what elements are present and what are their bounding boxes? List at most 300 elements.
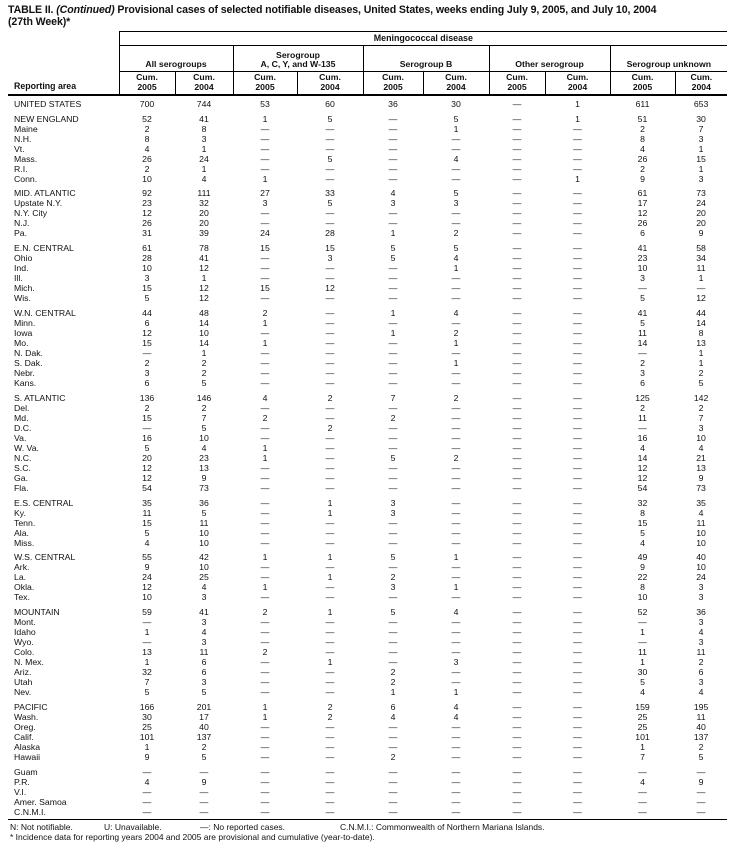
value-cell: — xyxy=(451,741,461,752)
value-cell: — xyxy=(512,582,522,593)
group-serogroup-b: Serogroup B xyxy=(363,45,489,71)
value-cell: 1 xyxy=(640,627,645,638)
group-all-serogroups: All serogroups xyxy=(119,45,233,71)
value-cell: 16 xyxy=(637,432,648,443)
value-cell: 6 xyxy=(640,228,645,239)
value-cell: 20 xyxy=(199,218,209,229)
value-cell: — xyxy=(573,348,582,358)
value-cell: — xyxy=(260,806,270,817)
value-cell: 8 xyxy=(640,582,645,593)
table-row xyxy=(8,667,727,677)
value-cell: — xyxy=(638,766,647,777)
col-header-cum: Cum. 2004 xyxy=(297,71,363,95)
value-cell: — xyxy=(512,537,522,548)
value-cell: — xyxy=(696,283,706,294)
value-cell: 12 xyxy=(696,293,706,304)
value-cell: 35 xyxy=(142,497,152,508)
value-cell: — xyxy=(512,143,522,154)
value-cell: — xyxy=(573,482,582,493)
value-cell: 3 xyxy=(201,637,207,648)
table-row xyxy=(8,762,727,777)
footnote-cnmi: C.N.M.I.: Commonwealth of Northern Mariana Islands. xyxy=(340,821,545,832)
reporting-area-cell: Ind. xyxy=(14,263,29,274)
value-cell: 34 xyxy=(696,253,706,264)
value-cell: 11 xyxy=(199,517,209,528)
value-cell: — xyxy=(388,562,398,573)
value-cell: 4 xyxy=(390,188,396,199)
value-cell: 14 xyxy=(199,318,209,328)
value-cell: — xyxy=(512,731,522,742)
value-cell: 2 xyxy=(698,657,704,668)
value-cell: 8 xyxy=(640,133,645,144)
value-cell: — xyxy=(260,263,270,274)
value-cell: — xyxy=(573,572,582,583)
value-cell: — xyxy=(325,592,335,603)
value-cell: — xyxy=(388,657,398,668)
value-cell: 12 xyxy=(199,283,209,294)
value-cell: 4 xyxy=(698,687,704,698)
value-cell: 111 xyxy=(197,188,211,199)
value-cell: — xyxy=(573,582,582,593)
value-cell: — xyxy=(325,432,335,443)
value-cell: 3 xyxy=(698,592,704,603)
table-continued-label: (Continued) xyxy=(56,4,115,16)
value-cell: — xyxy=(512,198,522,209)
value-cell: 3 xyxy=(201,677,207,688)
value-cell: — xyxy=(512,517,522,528)
reporting-area-cell: Iowa xyxy=(14,328,33,338)
value-cell: 5 xyxy=(390,452,396,463)
value-cell: — xyxy=(573,562,582,573)
value-cell: — xyxy=(325,442,335,453)
value-cell: 7 xyxy=(640,751,645,762)
value-cell: 3 xyxy=(390,198,396,209)
value-cell: 2 xyxy=(390,412,396,423)
col-header-cum: Cum. 2004 xyxy=(423,71,489,95)
reporting-area-cell: Ill. xyxy=(14,273,23,284)
value-cell: — xyxy=(573,507,582,518)
value-cell: — xyxy=(573,766,582,777)
table-row xyxy=(8,144,727,154)
value-cell: 44 xyxy=(696,308,706,318)
value-cell: 10 xyxy=(199,537,209,548)
value-cell: — xyxy=(325,452,335,463)
value-cell: 1 xyxy=(390,228,396,239)
value-cell: 13 xyxy=(199,462,209,473)
value-cell: 1 xyxy=(698,143,704,154)
value-cell: — xyxy=(325,741,335,752)
value-cell: — xyxy=(388,338,398,348)
table-row xyxy=(8,293,727,303)
value-cell: 744 xyxy=(196,98,212,109)
value-cell: 6 xyxy=(144,318,150,328)
value-cell: — xyxy=(388,462,398,473)
col-header-cum: Cum. 2004 xyxy=(175,71,233,95)
value-cell: 26 xyxy=(637,218,648,229)
value-cell: — xyxy=(388,263,398,274)
reporting-area-cell: Colo. xyxy=(14,647,35,658)
table-row xyxy=(8,238,727,253)
value-cell: 9 xyxy=(640,173,645,184)
value-cell: 6 xyxy=(201,657,207,668)
value-cell: 13 xyxy=(696,462,706,473)
value-cell: — xyxy=(696,766,706,777)
value-cell: — xyxy=(260,572,270,583)
value-cell: 5 xyxy=(144,527,150,538)
value-cell: 2 xyxy=(201,741,207,752)
value-cell: 7 xyxy=(201,412,207,423)
footnote-unavailable: U: Unavailable. xyxy=(104,821,162,832)
value-cell: 5 xyxy=(640,527,645,538)
value-cell: — xyxy=(451,472,461,483)
value-cell: 9 xyxy=(698,776,704,787)
value-cell: 3 xyxy=(698,582,704,593)
table-row xyxy=(8,174,727,184)
value-cell: — xyxy=(451,537,461,548)
value-cell: — xyxy=(573,378,582,388)
value-cell: — xyxy=(573,527,582,538)
value-cell: — xyxy=(388,368,398,378)
value-cell: — xyxy=(260,402,270,413)
value-cell: 700 xyxy=(139,98,155,109)
value-cell: — xyxy=(451,617,461,628)
value-cell: 3 xyxy=(698,617,704,628)
value-cell: 2 xyxy=(262,308,268,318)
value-cell: 5 xyxy=(698,751,704,762)
reporting-area-cell: Calif. xyxy=(14,731,34,742)
value-cell: 4 xyxy=(144,537,150,548)
reporting-area-cell: Del. xyxy=(14,402,30,413)
value-cell: — xyxy=(512,472,522,483)
value-cell: 1 xyxy=(453,263,459,274)
value-cell: 2 xyxy=(201,368,207,378)
value-cell: 1 xyxy=(698,348,704,358)
value-cell: — xyxy=(260,527,270,538)
value-cell: 5 xyxy=(144,442,150,453)
value-cell: 2 xyxy=(262,647,268,658)
value-cell: 1 xyxy=(262,173,268,184)
value-cell: 10 xyxy=(696,537,706,548)
value-cell: 3 xyxy=(698,422,704,433)
value-cell: — xyxy=(388,143,398,154)
value-cell: — xyxy=(325,687,335,698)
value-cell: — xyxy=(573,133,582,144)
value-cell: — xyxy=(512,218,522,229)
value-cell: — xyxy=(451,208,461,219)
value-cell: 101 xyxy=(139,731,155,742)
value-cell: — xyxy=(512,273,522,284)
value-cell: — xyxy=(388,113,398,124)
value-cell: — xyxy=(573,163,582,174)
value-cell: — xyxy=(451,677,461,688)
value-cell: 125 xyxy=(635,392,650,403)
value-cell: — xyxy=(260,657,270,668)
value-cell: — xyxy=(512,358,522,368)
value-cell: — xyxy=(260,731,270,742)
value-cell: — xyxy=(638,348,647,358)
value-cell: — xyxy=(325,527,335,538)
value-cell: — xyxy=(512,98,522,109)
value-cell: — xyxy=(696,806,706,817)
value-cell: 1 xyxy=(453,687,459,698)
value-cell: 653 xyxy=(693,98,709,109)
value-cell: 5 xyxy=(327,153,333,164)
value-cell: — xyxy=(388,527,398,538)
value-cell: 8 xyxy=(144,133,150,144)
table-row xyxy=(8,627,727,637)
table-bottom-rule xyxy=(8,819,727,820)
reporting-area-cell: Wyo. xyxy=(14,637,34,648)
value-cell: 5 xyxy=(453,188,459,199)
value-cell: — xyxy=(573,123,582,134)
table-row xyxy=(8,712,727,722)
value-cell: 4 xyxy=(201,442,207,453)
value-cell: — xyxy=(388,318,398,328)
table-row xyxy=(8,338,727,348)
value-cell: 195 xyxy=(693,701,709,712)
value-cell: — xyxy=(638,637,647,648)
value-cell: 26 xyxy=(637,153,648,164)
value-cell: — xyxy=(573,731,582,742)
value-cell: 23 xyxy=(142,198,152,209)
value-cell: — xyxy=(260,667,270,678)
value-cell: — xyxy=(573,392,582,403)
value-cell: — xyxy=(451,422,461,433)
table-row xyxy=(8,518,727,528)
notifiable-disease-table xyxy=(8,31,727,817)
value-cell: — xyxy=(142,806,152,817)
value-cell: — xyxy=(512,607,522,618)
table-row xyxy=(8,722,727,732)
reporting-area-cell: Ark. xyxy=(14,562,30,573)
value-cell: — xyxy=(388,786,398,797)
value-cell: 1 xyxy=(453,358,459,368)
value-cell: 15 xyxy=(142,338,152,348)
value-cell: — xyxy=(451,368,461,378)
value-cell: 7 xyxy=(698,412,704,423)
value-cell: 1 xyxy=(201,348,207,358)
value-cell: — xyxy=(142,766,152,777)
value-cell: — xyxy=(325,368,335,378)
footnote-incidence-note: * Incidence data for reporting years 2004 and 2005 are provisional and cumulative (year-to-date). xyxy=(10,832,375,843)
value-cell: — xyxy=(260,208,270,219)
value-cell: 10 xyxy=(696,527,706,538)
value-cell: 1 xyxy=(201,163,207,174)
value-cell: 9 xyxy=(698,228,704,239)
table-row xyxy=(8,303,727,318)
value-cell: 10 xyxy=(142,592,152,603)
value-cell: 30 xyxy=(142,711,152,722)
value-cell: 73 xyxy=(696,482,706,493)
value-cell: 6 xyxy=(698,667,704,678)
value-cell: — xyxy=(451,527,461,538)
value-cell: — xyxy=(573,786,582,797)
value-cell: 23 xyxy=(637,253,648,264)
value-cell: 11 xyxy=(199,647,209,658)
value-cell: 9 xyxy=(698,472,704,483)
value-cell: 7 xyxy=(144,677,150,688)
value-cell: 1 xyxy=(327,657,333,668)
value-cell: — xyxy=(696,796,706,807)
value-cell: 3 xyxy=(144,273,150,284)
value-cell: — xyxy=(260,368,270,378)
value-cell: — xyxy=(573,497,582,508)
value-cell: 3 xyxy=(201,617,207,628)
value-cell: 25 xyxy=(637,721,648,732)
value-cell: — xyxy=(512,328,522,338)
table-row xyxy=(8,109,727,124)
value-cell: 36 xyxy=(388,98,398,109)
value-cell: — xyxy=(573,806,582,817)
table-row xyxy=(8,253,727,263)
value-cell: 1 xyxy=(640,741,645,752)
value-cell: — xyxy=(512,507,522,518)
value-cell: 12 xyxy=(142,472,152,483)
value-cell: — xyxy=(512,527,522,538)
value-cell: — xyxy=(512,338,522,348)
value-cell: — xyxy=(325,358,335,368)
value-cell: 1 xyxy=(575,173,580,184)
value-cell: — xyxy=(325,731,335,742)
value-cell: 52 xyxy=(142,113,152,124)
value-cell: 5 xyxy=(390,552,396,563)
value-cell: 3 xyxy=(201,592,207,603)
value-cell: 2 xyxy=(201,402,207,413)
value-cell: — xyxy=(638,806,647,817)
value-cell: 41 xyxy=(199,607,209,618)
value-cell: — xyxy=(573,592,582,603)
value-cell: — xyxy=(696,786,706,797)
value-cell: — xyxy=(325,796,335,807)
value-cell: — xyxy=(573,721,582,732)
value-cell: 1 xyxy=(262,711,268,722)
reporting-area-cell: Idaho xyxy=(14,627,36,638)
value-cell: — xyxy=(325,293,335,304)
footnotes xyxy=(8,822,727,843)
table-row xyxy=(8,777,727,787)
value-cell: — xyxy=(573,537,582,548)
table-row xyxy=(8,807,727,817)
value-cell: — xyxy=(573,657,582,668)
table-row xyxy=(8,687,727,697)
value-cell: — xyxy=(512,482,522,493)
value-cell: 4 xyxy=(453,253,459,264)
value-cell: 2 xyxy=(327,711,333,722)
table-row xyxy=(8,697,727,712)
value-cell: 61 xyxy=(637,188,648,199)
value-cell: 1 xyxy=(390,308,396,318)
value-cell: — xyxy=(638,422,647,433)
value-cell: 61 xyxy=(142,243,152,254)
reporting-area-cell: W.S. CENTRAL xyxy=(14,552,76,563)
reporting-area-cell: Miss. xyxy=(14,537,35,548)
value-cell: 4 xyxy=(144,776,150,787)
value-cell: — xyxy=(512,368,522,378)
value-cell: — xyxy=(573,751,582,762)
value-cell: — xyxy=(573,318,582,328)
value-cell: — xyxy=(325,482,335,493)
value-cell: — xyxy=(512,318,522,328)
value-cell: — xyxy=(451,318,461,328)
value-cell: — xyxy=(512,701,522,712)
value-cell: 32 xyxy=(142,667,152,678)
value-cell: — xyxy=(260,776,270,787)
value-cell: — xyxy=(512,741,522,752)
value-cell: 25 xyxy=(142,721,152,732)
value-cell: 3 xyxy=(640,368,645,378)
value-cell: 1 xyxy=(262,701,268,712)
value-cell: 9 xyxy=(144,751,150,762)
value-cell: 20 xyxy=(696,218,706,229)
reporting-area-cell: Maine xyxy=(14,123,38,134)
value-cell: 4 xyxy=(453,607,459,618)
value-cell: 2 xyxy=(640,163,645,174)
value-cell: — xyxy=(451,627,461,638)
value-cell: 3 xyxy=(327,253,333,264)
value-cell: — xyxy=(451,497,461,508)
value-cell: — xyxy=(512,208,522,219)
value-cell: 15 xyxy=(325,243,335,254)
reporting-area-cell: P.R. xyxy=(14,776,30,787)
value-cell: — xyxy=(512,378,522,388)
value-cell: — xyxy=(260,796,270,807)
value-cell: — xyxy=(512,462,522,473)
table-row xyxy=(8,463,727,473)
value-cell: 3 xyxy=(144,368,150,378)
value-cell: — xyxy=(325,163,335,174)
value-cell: 2 xyxy=(144,402,150,413)
value-cell: — xyxy=(512,348,522,358)
value-cell: — xyxy=(325,173,335,184)
value-cell: — xyxy=(325,776,335,787)
value-cell: 3 xyxy=(453,657,459,668)
value-cell: — xyxy=(512,402,522,413)
value-cell: 24 xyxy=(696,572,706,583)
value-cell: 10 xyxy=(637,263,648,274)
table-row xyxy=(8,328,727,338)
reporting-area-cell: Utah xyxy=(14,677,33,688)
value-cell: 41 xyxy=(199,113,209,124)
value-cell: — xyxy=(638,283,647,294)
value-cell: 11 xyxy=(142,507,152,518)
value-cell: — xyxy=(451,402,461,413)
value-cell: — xyxy=(260,786,270,797)
value-cell: 9 xyxy=(640,562,645,573)
value-cell: 39 xyxy=(199,228,209,239)
value-cell: 137 xyxy=(693,731,709,742)
value-cell: — xyxy=(388,766,398,777)
value-cell: 1 xyxy=(390,328,396,338)
reporting-area-cell: Mich. xyxy=(14,283,35,294)
reporting-area-cell: Kans. xyxy=(14,378,37,388)
value-cell: 12 xyxy=(637,472,648,483)
value-cell: — xyxy=(260,507,270,518)
value-cell: 2 xyxy=(390,677,396,688)
value-cell: — xyxy=(573,402,582,413)
value-cell: — xyxy=(512,562,522,573)
value-cell: 13 xyxy=(696,338,706,348)
value-cell: — xyxy=(388,173,398,184)
value-cell: 4 xyxy=(262,392,268,403)
value-cell: — xyxy=(388,273,398,284)
reporting-area-cell: Ala. xyxy=(14,527,29,538)
value-cell: — xyxy=(451,667,461,678)
value-cell: 92 xyxy=(142,188,152,199)
value-cell: — xyxy=(512,123,522,134)
value-cell: — xyxy=(451,273,461,284)
value-cell: — xyxy=(573,442,582,453)
value-cell: — xyxy=(260,123,270,134)
